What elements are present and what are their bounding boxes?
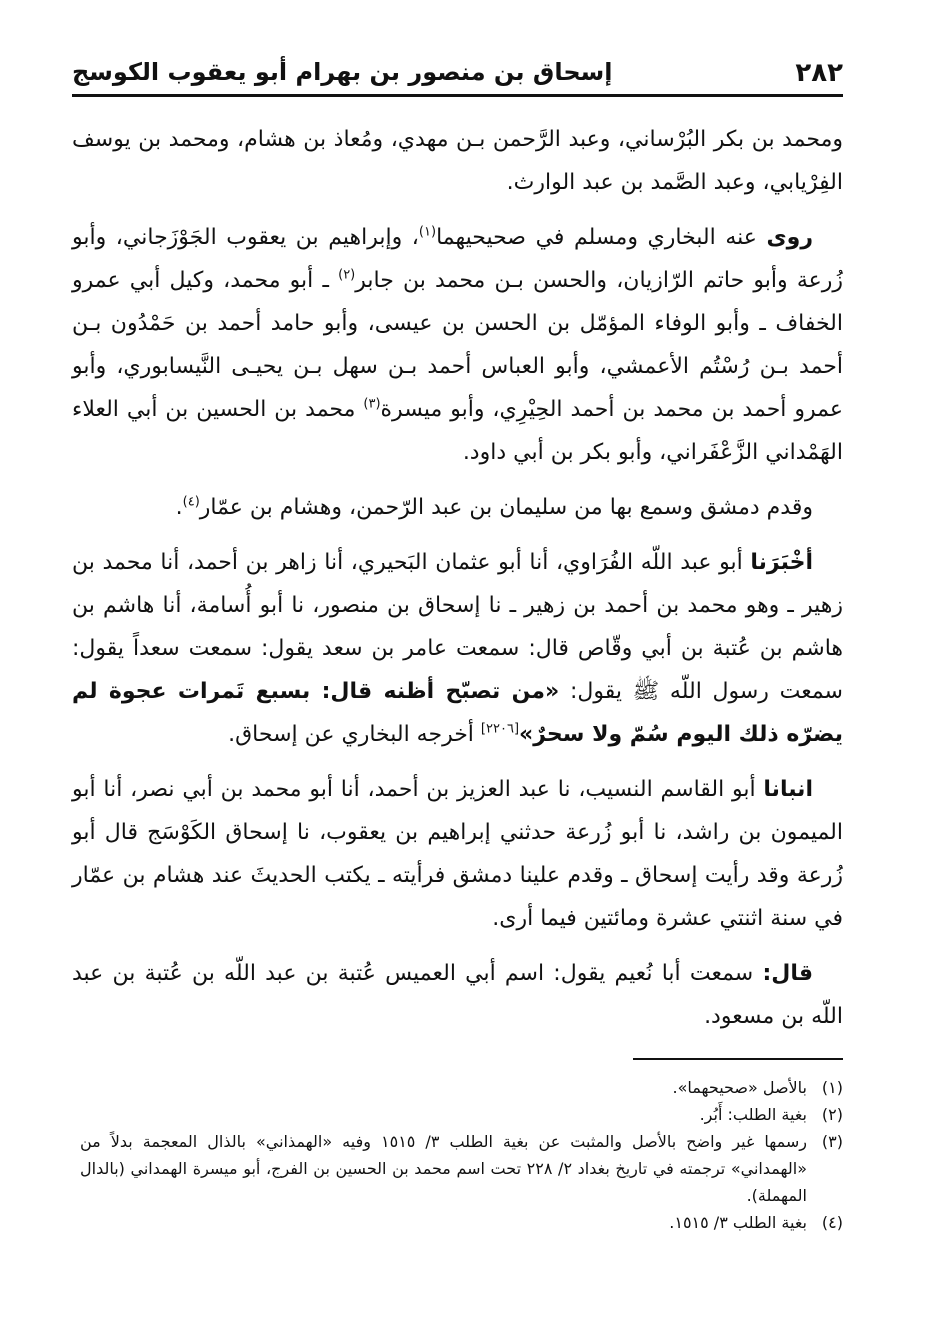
footnote xyxy=(80,1209,843,1236)
footnote-text: بغية الطلب: أَبُر. xyxy=(699,1105,807,1124)
paragraph-narrators xyxy=(72,216,843,474)
lead-word: روى xyxy=(766,225,813,250)
footnote xyxy=(80,1128,843,1209)
page-number: ٢٨٢ xyxy=(795,58,843,88)
footnote-ref-2[interactable]: (٢) xyxy=(338,267,356,283)
paragraph-end: . xyxy=(175,495,183,520)
lead-word: انبانا xyxy=(763,777,813,802)
footnote-text: بغية الطلب ٣/ ١٥١٥. xyxy=(669,1213,807,1232)
paragraph-text: سمعت أبا نُعيم يقول: اسم أبي العميس عُتبة بن عبد اللّه بن عُتبة بن عبد اللّه بن مسعود. xyxy=(72,961,843,1029)
paragraph-text: أبو القاسم النسيب، نا عبد العزيز بن أحمد، أنا أبو محمد بن أبي نصر، أنا أبو الميمون بن راشد، نا أبو زُرعة حدثني إبراهيم بن يعقوب، نا إسحاق الكَوْسَج قال أبو زُرعة وقد رأيت إسحاق ـ وقدم علينا دمشق فرأيته ـ يكتب الحديثَ عند هشام بن عمّار في سنة اثنتي عشرة ومائتين فيما أرى. xyxy=(72,777,843,931)
paragraph-text: محمد بن الحسين بن أبي العلاء الهَمْداني الزَّعْفَراني، وأبو بكر بن أبي داود. xyxy=(72,397,843,465)
paragraph-damascus xyxy=(72,486,843,529)
paragraph-text: ـ أبو محمد، وكيل أبي عمرو الخفاف ـ وأبو الوفاء المؤمّل بن الحسن بن عيسى، وأبو حامد أحمد بن حَمْدُون بـن أحمد بـن رُسْتُم الأعمشي، وأبو العباس أحمد بـن سهل بـن يحيـى النَّيسابوري، وأبو عمرو أحمد بن محمد بن أحمد الحِيْرِي، وأبو ميسرة xyxy=(72,268,843,422)
footnote-text: بالأصل «صحيحهما». xyxy=(672,1078,807,1097)
page-header xyxy=(72,52,843,97)
footnotes xyxy=(80,1074,843,1236)
paragraph-text: أخرجه البخاري عن إسحاق. xyxy=(228,722,481,747)
footnote-number: (٢) xyxy=(821,1105,843,1124)
footnote-text: رسمها غير واضح بالأصل والمثبت عن بغية الطلب ٣/ ١٥١٥ وفيه «الهمذاني» بالذال المعجمة بدلاً من «الهمداني» ترجمته في تاريخ بغداد ٢/ ٢٢٨ تحت اسم محمد بن الحسين بن الفرج، أبو ميسرة الهمداني (بالدال المهملة). xyxy=(80,1132,808,1205)
paragraph-abu-nuaym xyxy=(72,952,843,1038)
hadith-reference: [٢٢٠٦] xyxy=(480,721,520,737)
footnote-ref-3[interactable]: (٣) xyxy=(363,396,381,412)
paragraph-text: ومحمد بن بكر البُرْساني، وعبد الرَّحمن بـن مهدي، ومُعاذ بن هشام، ومحمد بن يوسف الفِرْيابي، وعبد الصَّمد بن عبد الوارث. xyxy=(72,127,843,195)
paragraph-text: ، وإبراهيم بن يعقوب الجَوْزَجاني، وأبو زُرعة وأبو حاتم الرّازيان، والحسن بـن محمد بن جابر xyxy=(72,225,843,293)
footnote-number: (٤) xyxy=(821,1213,843,1232)
hadith-text: «من تصبّح أظنه قال: بسبع تَمرات عجوة لم يضرّه ذلك اليوم سُمّ ولا سحرٌ» xyxy=(72,679,843,747)
paragraph-text: أبو عبد اللّه الفُرَاوي، أنا أبو عثمان البَحيري، أنا زاهر بن أحمد، أنا محمد بن زهير ـ وهو محمد بن أحمد بن زهير ـ نا إسحاق بن منصور، نا أبو أُسامة، أنا هاشم بن هاشم بن عُتبة بن أبي وقّاص قال: سمعت عامر بن سعد يقول: سمعت سعداً يقول: سمعت رسول اللّه ﷺ يقول: xyxy=(72,550,843,704)
lead-word: أخْبَرَنا xyxy=(750,550,813,575)
lead-word: قال: xyxy=(762,961,813,986)
paragraph-hadith-chain xyxy=(72,541,843,756)
footnote xyxy=(80,1074,843,1101)
footnote-ref-4[interactable]: (٤) xyxy=(182,494,200,510)
paragraph-text: عنه البخاري ومسلم في صحيحيهما xyxy=(436,225,757,250)
paragraph-teachers xyxy=(72,118,843,204)
paragraph-text: وقدم دمشق وسمع بها من سليمان بن عبد الرّحمن، وهشام بن عمّار xyxy=(199,495,813,520)
footnote-number: (٣) xyxy=(821,1132,843,1151)
footnote-number: (١) xyxy=(821,1078,843,1097)
running-title: إسحاق بن منصور بن بهرام أبو يعقوب الكوسج xyxy=(72,58,613,86)
paragraph-abu-zura xyxy=(72,768,843,940)
footnote-ref-1[interactable]: (١) xyxy=(418,224,437,240)
footnote xyxy=(80,1101,843,1128)
main-text xyxy=(72,118,843,1050)
footnote-divider xyxy=(633,1058,843,1060)
